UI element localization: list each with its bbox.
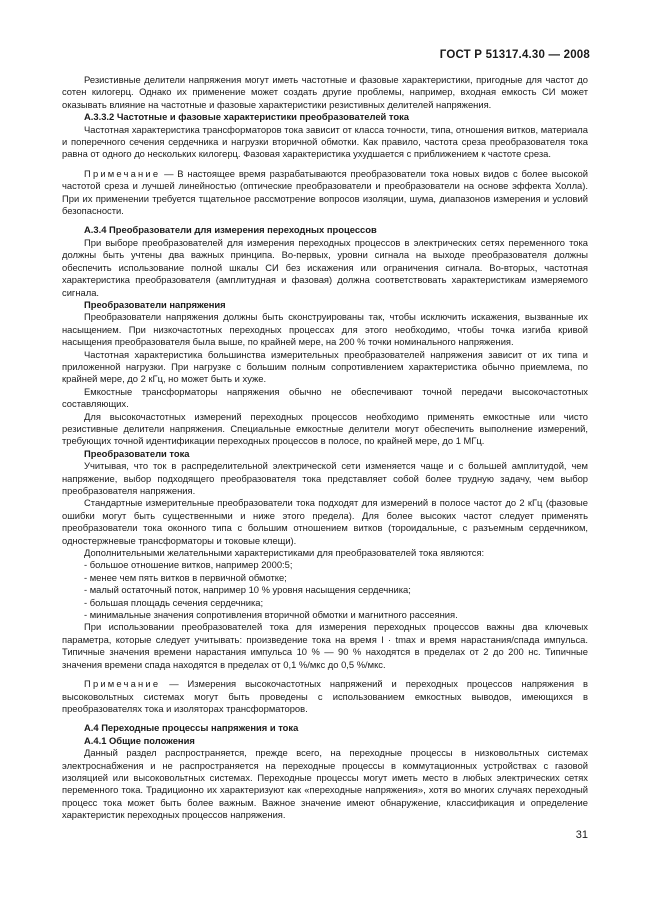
- paragraph: При выборе преобразователей для измерения переходных процессов в электрических сетях переменного тока должны быть учтены два важных принципа. Во-первых, уровни сигнала на выходе преобразователя должны обеспечить использование полной шкалы СИ без искажения или ограничения сигнала. Во-вторых, частотная характеристика преобразователя (амплитудная и фазовая) должна соответствовать характеристикам измеряемого сигнала.: [62, 236, 588, 298]
- note: [62, 678, 588, 715]
- document-header: ГОСТ Р 51317.4.30 — 2008: [439, 49, 590, 61]
- list-item: - большое отношение витков, например 2000:5;: [84, 559, 293, 571]
- note-label: Примечание: [84, 167, 161, 179]
- page-number: 31: [575, 829, 588, 841]
- subsection-heading: Преобразователи тока: [84, 447, 190, 459]
- paragraph: Дополнительными желательными характеристиками для преобразователей тока являются:: [84, 547, 485, 559]
- paragraph: Преобразователи напряжения должны быть сконструированы так, чтобы исключить искажения, вызванные их насыщением. При низкочастотных переходных процессах для этого необходимо, чтобы точка изгиба кривой насыщения преобразователя была выше, по крайней мере, на 200 % точки номинального напряжения.: [62, 311, 588, 348]
- paragraph: Данный раздел распространяется, прежде всего, на переходные процессы в низковольтных системах электроснабжения и не распространяется на переходные процессы в коммутационных устройствах с газовой изоляцией или высоковольтных системах. Переходные процессы могут иметь место в любых электрических сетях переменного тока. Традиционно их характеризуют как «переходные напряжения», хотя во многих случаях переходный процесс тока может быть более важным. Важное значение имеют обнаружение, классификация и определение характеристик переходных процессов напряжения.: [62, 747, 588, 821]
- section-heading: А.3.4 Преобразователи для измерения переходных процессов: [84, 224, 377, 236]
- paragraph: Частотная характеристика трансформаторов тока зависит от класса точности, типа, отношения витков, материала и поперечного сечения сердечника и нагрузки вторичной обмотки. Как правило, частота среза преобразователя тока равна от одного до нескольких килогерц. Фазовая характеристика ухудшается с приближением к частоте среза.: [62, 123, 588, 160]
- section-heading: А.4 Переходные процессы напряжения и тока: [84, 722, 299, 734]
- subsection-heading: Преобразователи напряжения: [84, 298, 226, 310]
- list-item: - минимальные значения сопротивления вторичной обмотки и магнитного рассеяния.: [84, 609, 458, 621]
- requirements-list: [62, 559, 588, 621]
- list-item: - малый остаточный поток, например 10 % уровня насыщения сердечника;: [84, 584, 411, 596]
- note-text: — В настоящее время разрабатываются преобразователи тока новых видов с более высокой частотой среза и лучшей линейностью (оптические преобразователи и преобразователи на основе эффекта Холла). При их применении требуется тщательное рассмотрение вопросов изоляции, шума, диапазонов измерения и условий безопасности.: [62, 167, 588, 217]
- note: [62, 168, 588, 218]
- note-text: — Измерения высокочастотных напряжений и переходных процессов напряжения в высоковольтных системах могут быть проведены с использованием емкостных выводов, имеющихся в преобразователях тока и изоляторах трансформаторов.: [62, 678, 588, 714]
- list-item: - большая площадь сечения сердечника;: [84, 596, 264, 608]
- paragraph: Стандартные измерительные преобразователи тока подходят для измерений в полосе частот до 2 кГц (фазовые ошибки могут быть существенными и ниже этого предела). Для более высоких частот следует применять преобразователи тока оконного типа с большим отношением витков (тороидальные, с разъемным сердечником, одностержневые трансформаторы и токовые клещи).: [62, 497, 588, 546]
- section-heading: А.3.3.2 Частотные и фазовые характеристики преобразователей тока: [84, 111, 410, 123]
- paragraph: Учитывая, что ток в распределительной электрической сети изменяется чаще и с большей амплитудой, чем напряжение, выбор подходящего преобразователя тока представляет собой более трудную задачу, чем выбор преобразователя напряжения.: [62, 460, 588, 496]
- list-item: - менее чем пять витков в первичной обмотке;: [84, 571, 287, 583]
- section-heading: А.4.1 Общие положения: [84, 734, 195, 746]
- paragraph: Резистивные делители напряжения могут иметь частотные и фазовые характеристики, пригодные для частот до сотен килогерц. Однако их применение может создать другие проблемы, например, входная емкость СИ может оказывать влияние на частотные и фазовые характеристики резистивных делителей напряжения.: [62, 74, 588, 110]
- paragraph: При использовании преобразователей тока для измерения переходных процессов важны два ключевых параметра, которые следует учитывать: произведение тока на время I · tmax и время нарастания/спада импульса. Типичные значения времени нарастания импульса 10 % — 90 % находятся в пределах от 2 до 200 нс. Типичные значения времени спада находятся в пределах от 0,1 %/мкс до 0,5 %/мкс.: [62, 621, 588, 670]
- note-label: Примечание: [84, 678, 161, 690]
- paragraph: Для высокочастотных измерений переходных процессов необходимо применять емкостные или чисто резистивные делители напряжения. Специальные емкостные делители могут обеспечить выполнение измерений, требующих точной идентификации переходных процессов в полосе, по крайней мере, до 1 МГц.: [62, 410, 588, 447]
- document-body: [62, 74, 588, 822]
- paragraph: Частотная характеристика большинства измерительных преобразователей напряжения зависит от их типа и приложенной нагрузки. При нагрузке с большим полным сопротивлением характеристика обычно приемлема, по крайней мере, до 2 кГц, но может быть и хуже.: [62, 348, 588, 385]
- paragraph: Емкостные трансформаторы напряжения обычно не обеспечивают точной передачи высокочастотных составляющих.: [62, 385, 588, 410]
